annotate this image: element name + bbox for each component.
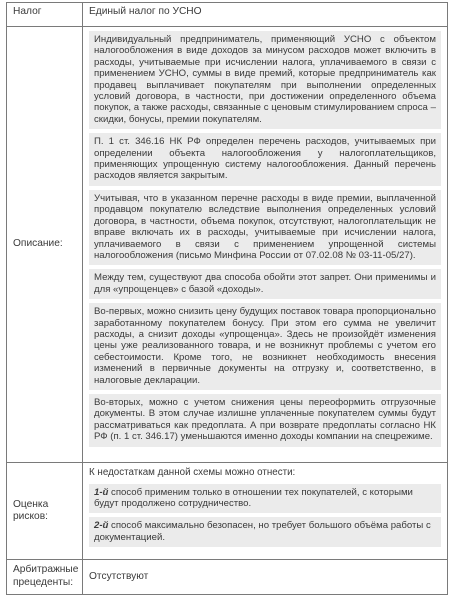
risk-item-number: 1-й <box>94 486 109 498</box>
description-paragraph: Учитывая, что в указанном перечне расходы в виде премии, выплаченной продавцом покупателю вследствие выполнения определенных условий договора, в частности, объема покупок, отсутствуют, налогоплательщик не вправе включать их в расходы, учитываемые при исчислении налога, уплачиваемого в связи с применением упрощенной системы налогообложения (письмо Минфина России от 07.02.08 № 03-11-05/27). <box>89 190 441 265</box>
description-paragraph: Во-вторых, можно с учетом снижения цены переоформить отгрузочные документы. В этом случае излишне уплаченные покупателем суммы будут рассматриваться как предоплата. А при возврате предоплаты согласно НК РФ (п. 1 ст. 346.17) уменьшаются именно доходы компании на спецрежиме. <box>89 394 441 447</box>
description-paragraph: П. 1 ст. 346.16 НК РФ определен перечень расходов, учитываемых при определении объекта налогообложения у налогоплательщиков, применяющих упрощенную систему налогообложения. Данный перечень расходов является закрытым. <box>89 133 441 186</box>
risk-intro: К недостаткам данной схемы можно отнести: <box>89 467 296 478</box>
risk-item-number: 2-й <box>94 520 109 532</box>
risk-label: Оценка рисков: <box>7 463 83 560</box>
description-paragraph: Индивидуальный предприниматель, применяющий УСНО с объектом налогообложения в виде доходов за минусом расходов может включить в расходы, учитываемые при исчислении налога, уплачиваемого в связи с применением УСНО, суммы в виде премий, которые предприниматель как продавец выплачивает покупателям при выполнении определенных условий договора, в частности, при достижении определенного объема покупок, а также расходы, связанные с ценовым стимулированием спроса – скидки, бонусы, премии покупателям. <box>89 31 441 129</box>
risk-cell <box>83 463 448 560</box>
risk-item-text: способ максимально безопасен, но требует большого объёма работы с документацией. <box>94 520 431 543</box>
arbitration-label: Арбитражные прецеденты: <box>7 560 83 595</box>
risk-item <box>89 517 441 547</box>
arbitration-value: Отсутствуют <box>83 560 448 595</box>
risk-row <box>7 463 448 560</box>
tax-scheme-table <box>6 2 448 595</box>
header-value: Единый налог по УСНО <box>83 3 448 27</box>
description-label: Описание: <box>7 27 83 463</box>
header-label: Налог <box>7 3 83 27</box>
description-row <box>7 27 448 463</box>
description-paragraph: Во-первых, можно снизить цену будущих поставок товара пропорционально заработанному покупателем бонусу. При этом его сумма не увеличит расходы, а снизит доходы «упрощенца». Здесь не произойдёт изменения цены уже реализованного товара, и не возникнут проблемы с учетом его себестоимости. Кроме того, не возникнет необходимость внесения изменений в первичные документы на отгрузку и, соответственно, в налоговые декларации. <box>89 303 441 390</box>
description-cell <box>83 27 448 463</box>
arbitration-row <box>7 560 448 595</box>
risk-item <box>89 484 441 514</box>
description-paragraph: Между тем, существуют два способа обойти этот запрет. Они применимы и для «упрощенцев» с базой «доходы». <box>89 269 441 299</box>
header-row <box>7 3 448 27</box>
risk-item-text: способ применим только в отношении тех покупателей, с которыми будут продолжено сотрудничество. <box>94 486 413 509</box>
